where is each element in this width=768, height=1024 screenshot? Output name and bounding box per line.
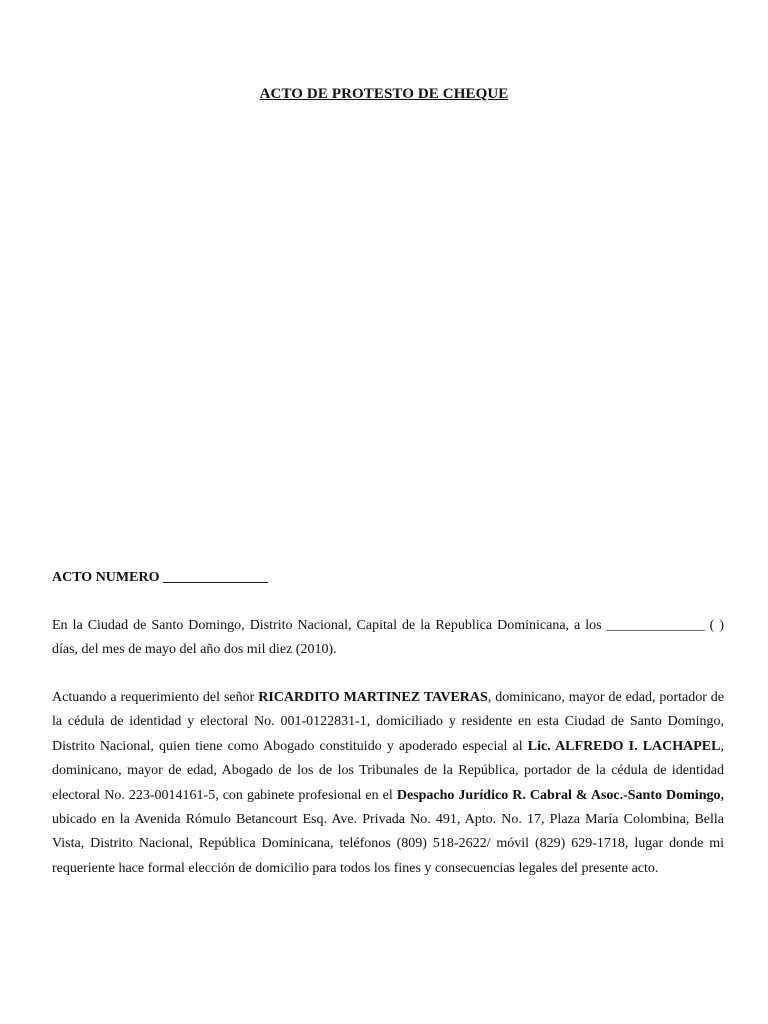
paragraph-text-3: , dominicano, mayor de edad, Abogado de los de los Tribunales de la República, portador de la cédula de identidad electoral No. 223-0014161-5, con gabinete profesional en el — [52, 738, 724, 803]
paragraph-requerimiento — [52, 686, 724, 881]
paragraph-text-4: ubicado en la Avenida Rómulo Betancourt Esq. Ave. Privada No. 491, Apto. No. 17, Plaza María Colombina, Bella Vista, Distrito Nacional, República Dominicana, teléfonos (809) 518-2622/ móvil (829) 629-1718, lugar donde mi requeriente hace formal elección de domicilio para todos los fines y consecuencias legales del presente acto. — [52, 812, 724, 876]
document-title: ACTO DE PROTESTO DE CHEQUE — [259, 86, 509, 102]
requester-name: RICARDITO MARTINEZ TAVERAS — [258, 690, 488, 705]
paragraph-text-1: Actuando a requerimiento del señor — [52, 690, 259, 705]
law-office-name: Despacho Jurídico R. Cabral & Asoc.-Santo Domingo, — [396, 787, 724, 803]
lawyer-name: Lic. ALFREDO I. LACHAPEL — [527, 738, 721, 754]
paragraph-text-2: , dominicano, mayor de edad, portador de la cédula de identidad y electoral No. 001-0122831-1, domiciliado y residente en esta Ciudad de Santo Domingo, Distrito Nacional, quien tiene como Abogado constituido y apoderado especial al — [52, 690, 724, 754]
acto-numero-line: ACTO NUMERO _______________ — [52, 570, 268, 585]
paragraph-date: En la Ciudad de Santo Domingo, Distrito Nacional, Capital de la Republica Dominicana, a los ______________ ( ) días, del mes de mayo del año dos mil diez (2010). — [52, 618, 724, 658]
